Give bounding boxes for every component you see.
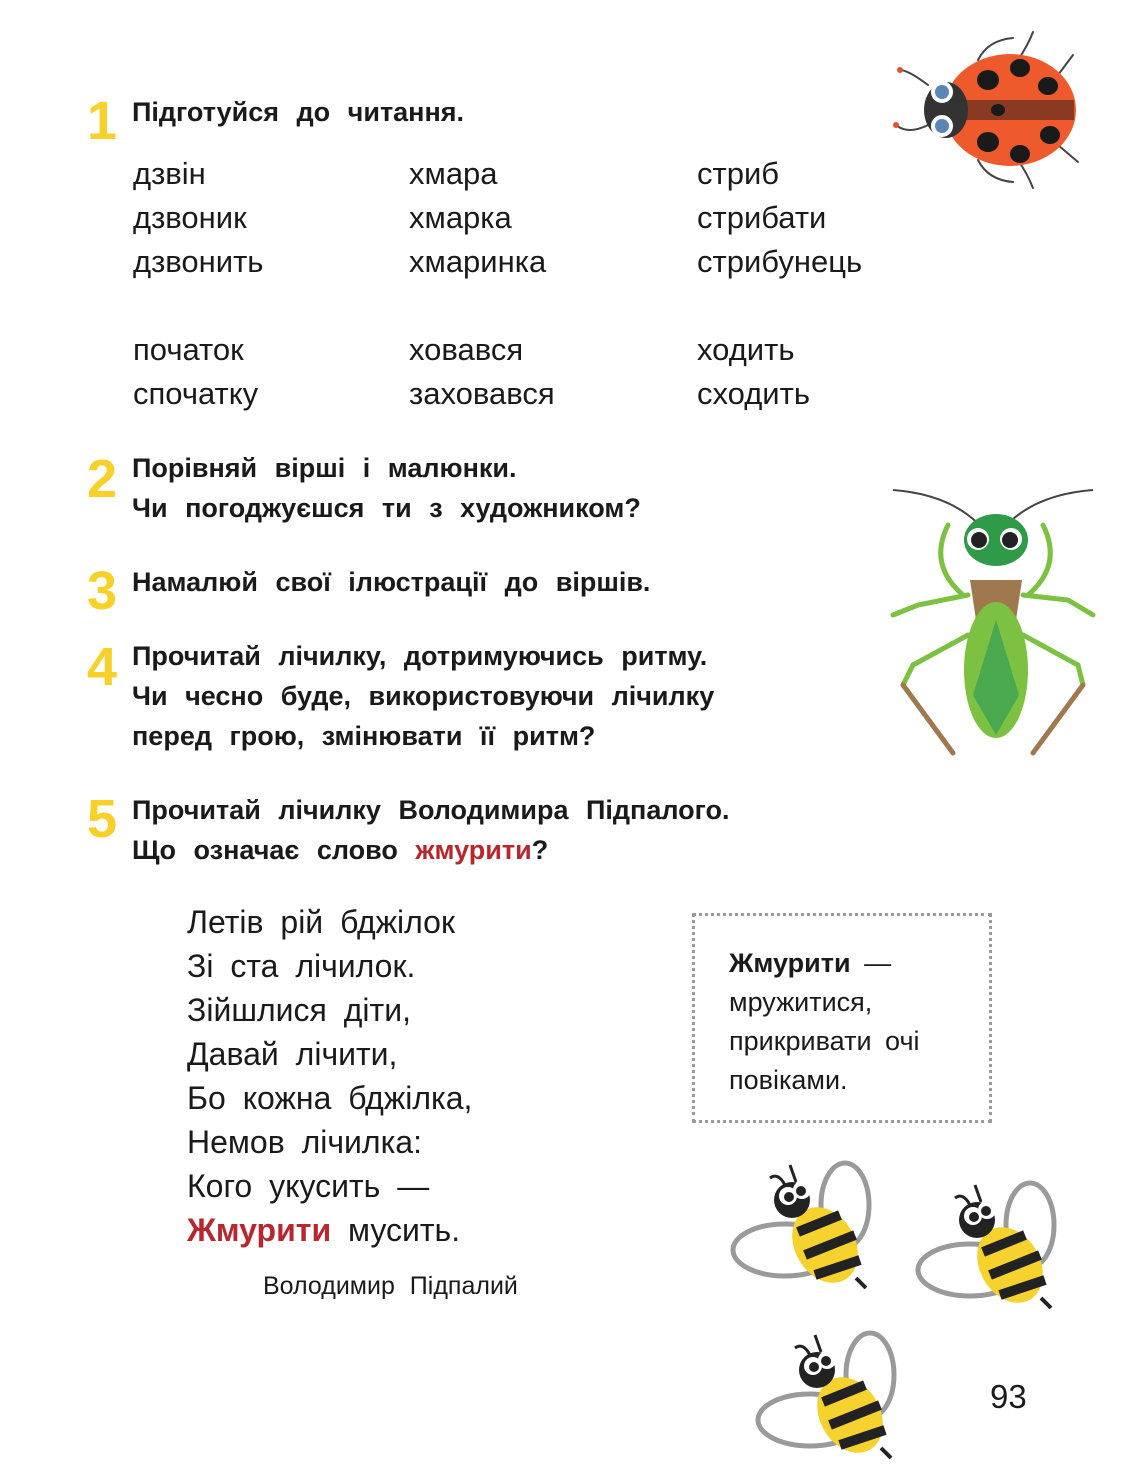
poem: [187, 900, 472, 1252]
task-number-3: 3: [86, 561, 118, 621]
poem-last-line: [187, 1208, 472, 1252]
word: стрибунець: [697, 244, 863, 279]
task-3-text: [132, 562, 650, 602]
task-5-line: Прочитай лічилку Володимира Підпалого.: [132, 795, 730, 825]
highlighted-word: жмурити: [415, 835, 532, 865]
poem-line: Зійшлися діти,: [187, 992, 411, 1028]
poem-line: Давай лічити,: [187, 1036, 398, 1072]
task-1-text: [132, 92, 464, 132]
task-number-5: 5: [86, 789, 118, 849]
bee-icon: [730, 1160, 880, 1290]
glossary-box: [692, 913, 992, 1123]
task-number-1: 1: [86, 91, 118, 151]
glossary-definition-line: прикривати очі: [729, 1026, 920, 1056]
word: початок: [133, 332, 244, 367]
glossary-term: Жмурити: [729, 948, 851, 978]
word-column-2: [409, 152, 546, 284]
task-4-line: Прочитай лічилку, дотримуючись ритму.: [132, 641, 708, 671]
poem-line: Кого укусить —: [187, 1168, 430, 1204]
poem-line: Бо кожна бджілка,: [187, 1080, 473, 1116]
word-column-4: [133, 328, 258, 416]
task-2-line: Чи погоджуєшся ти з художником?: [132, 493, 641, 523]
poem-last-line-rest: мусить.: [331, 1212, 461, 1248]
word-column-1: [133, 152, 263, 284]
page-number: 93: [990, 1378, 1027, 1415]
task-2-text: [132, 448, 641, 528]
word: стриб: [697, 156, 780, 191]
word: ховався: [409, 332, 524, 367]
word: хмара: [409, 156, 498, 191]
task-number-2: 2: [86, 449, 118, 509]
bee-icon: [915, 1180, 1065, 1310]
task-3-line: Намалюй свої ілюстрації до віршів.: [132, 567, 651, 597]
task-2-line: Порівняй вірші і малюнки.: [132, 453, 517, 483]
task-5-text: [132, 790, 730, 870]
word: сходить: [697, 376, 810, 411]
task-5-text-before: Що означає слово: [132, 835, 416, 865]
task-4-text: [132, 636, 714, 756]
ladybug-icon: [888, 30, 1088, 190]
word: стрибати: [697, 200, 827, 235]
word: дзвін: [133, 156, 206, 191]
poem-line: Летів рій бджілок: [187, 904, 455, 940]
poem-author: Володимир Підпалий: [263, 1272, 518, 1300]
task-5-line: [132, 830, 730, 870]
poem-highlighted-word: Жмурити: [187, 1212, 332, 1248]
task-4-line: перед грою, змінювати її ритм?: [132, 721, 596, 751]
word-column-3: [697, 152, 862, 284]
glossary-definition-line: повіками.: [729, 1065, 848, 1095]
word-column-6: [697, 328, 810, 416]
poem-line: Зі ста лічилок.: [187, 948, 416, 984]
word: хмарка: [409, 200, 512, 235]
glossary-term-line: [729, 944, 989, 983]
glossary-definition-line: мружитися,: [729, 987, 873, 1017]
poem-line: Немов лічилка:: [187, 1124, 422, 1160]
word: спочатку: [133, 376, 259, 411]
bee-icon: [755, 1330, 905, 1460]
word: заховався: [409, 376, 555, 411]
word: дзвоник: [133, 200, 247, 235]
task-5-text-after: ?: [531, 835, 549, 865]
task-1-line: Підготуйся до читання.: [132, 97, 465, 127]
grasshopper-icon: [888, 485, 1098, 765]
word-column-5: [409, 328, 555, 416]
task-number-4: 4: [86, 637, 118, 697]
task-4-line: Чи чесно буде, використовуючи лічилку: [132, 681, 715, 711]
word: хмаринка: [409, 244, 547, 279]
glossary-dash: —: [850, 948, 892, 978]
word: дзвонить: [133, 244, 264, 279]
word: ходить: [697, 332, 795, 367]
